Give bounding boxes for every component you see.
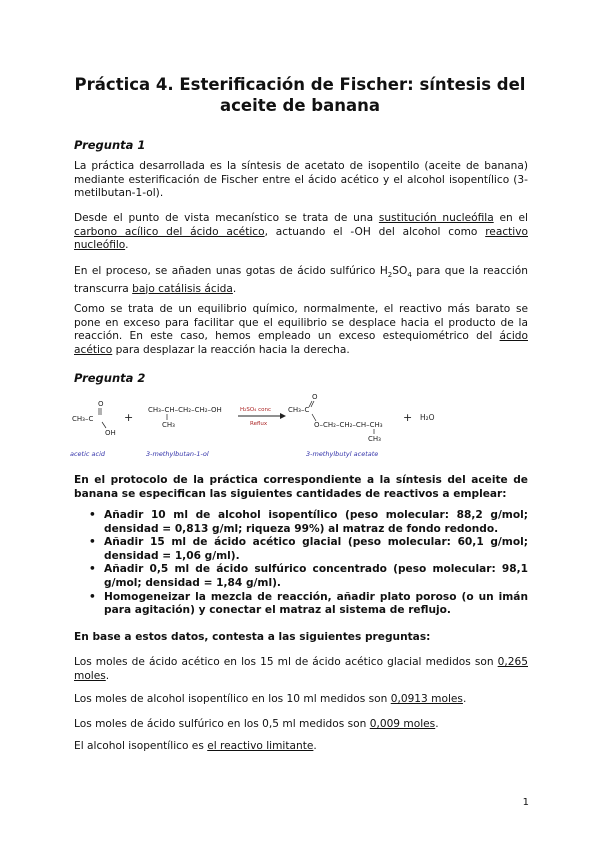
acid-oh: OH bbox=[105, 429, 116, 437]
list-item: • Añadir 10 ml de alcohol isopentílico (peso molecular: 88,2 g/mol; densidad = 0,813 g/ml; riqueza 99%) al matraz de fondo redondo. bbox=[74, 509, 528, 536]
answer-limiting-reagent: El alcohol isopentílico es el reactivo limitante. bbox=[74, 740, 317, 752]
list-item: • Añadir 0,5 ml de ácido sulfúrico concentrado (peso molecular: 98,1 g/mol; densidad = 1,84 g/ml). bbox=[74, 563, 528, 590]
alcohol-formula: CH₃–CH–CH₂–CH₂–OH bbox=[148, 406, 222, 414]
answer-acetic-acid: Los moles de ácido acético en los 15 ml de ácido acético glacial medidos son 0,265 moles. bbox=[74, 656, 528, 682]
reaction-scheme bbox=[66, 392, 466, 464]
question-2-heading: Pregunta 2 bbox=[74, 371, 146, 385]
paragraph-3: En el proceso, se añaden unas gotas de ácido sulfúrico $H_2SO_4$ para que la reacción transcurra bajo catálisis ácida. bbox=[74, 265, 528, 295]
paragraph-2: Desde el punto de vista mecanístico se trata de una sustitución nucleófila en el carbono acílico del ácido acético, actuando el -OH del alcohol como reactivo nucleófilo. bbox=[74, 212, 528, 252]
page-number: 1 bbox=[522, 797, 529, 808]
list-item: • Añadir 15 ml de ácido acético glacial (peso molecular: 60,1 g/mol; densidad = 1,06 g/ml). bbox=[74, 536, 528, 563]
paragraph-4: Como se trata de un equilibrio químico, normalmente, el reactivo más barato se pone en exceso para facilitar que el equilibrio se desplace hacia el producto de la reacción. En este caso, hemos empleado un exceso estequiométrico del ácido acético para desplazar la reacción hacia la derecha. bbox=[74, 303, 528, 356]
answer-isopentyl-alcohol: Los moles de alcohol isopentílico en los 10 ml medidos son 0,0913 moles. bbox=[74, 693, 467, 705]
question-1-heading: Pregunta 1 bbox=[74, 138, 146, 152]
plus-sign-2: + bbox=[403, 411, 413, 424]
ester-methyl: CH₃ bbox=[368, 435, 381, 443]
acid-label: acetic acid bbox=[70, 450, 106, 458]
acid-formula: CH₃–C bbox=[72, 415, 94, 423]
arrow-condition: Reflux bbox=[250, 421, 268, 427]
alcohol-methyl: CH₃ bbox=[162, 421, 175, 429]
list-item: • Homogeneizar la mezcla de reacción, añadir plato poroso (o un imán para agitación) y conectar el matraz al sistema de reflujo. bbox=[74, 591, 528, 618]
alcohol-label: 3-methylbutan-1-ol bbox=[146, 450, 209, 458]
questions-prompt: En base a estos datos, contesta a las siguientes preguntas: bbox=[74, 631, 431, 643]
ester-chain: O–CH₂–CH₂–CH–CH₃ bbox=[314, 421, 383, 429]
acid-carbonyl-o: O bbox=[98, 400, 104, 408]
page-title: Práctica 4. Esterificación de Fischer: síntesis del aceite de banana bbox=[74, 75, 526, 115]
ester-label: 3-methylbutyl acetate bbox=[306, 450, 379, 458]
ester-acyl: CH₃–C bbox=[288, 406, 310, 414]
arrow-catalyst: H₂SO₄ conc bbox=[240, 407, 272, 413]
ester-carbonyl-o: O bbox=[312, 393, 318, 401]
paragraph-1: La práctica desarrollada es la síntesis de acetato de isopentilo (aceite de banana) mediante esterificación de Fischer entre el ácido acético y el alcohol isopentílico (3-metilbutan-1-ol). bbox=[74, 160, 528, 200]
protocol-intro: En el protocolo de la práctica correspondiente a la síntesis del aceite de banana se especifican las siguientes cantidades de reactivos a emplear: bbox=[74, 474, 528, 500]
reagent-list bbox=[74, 509, 528, 618]
water-formula: H₂O bbox=[420, 413, 435, 422]
plus-sign-1: + bbox=[124, 411, 134, 424]
answer-sulfuric-acid: Los moles de ácido sulfúrico en los 0,5 ml medidos son 0,009 moles. bbox=[74, 718, 439, 730]
